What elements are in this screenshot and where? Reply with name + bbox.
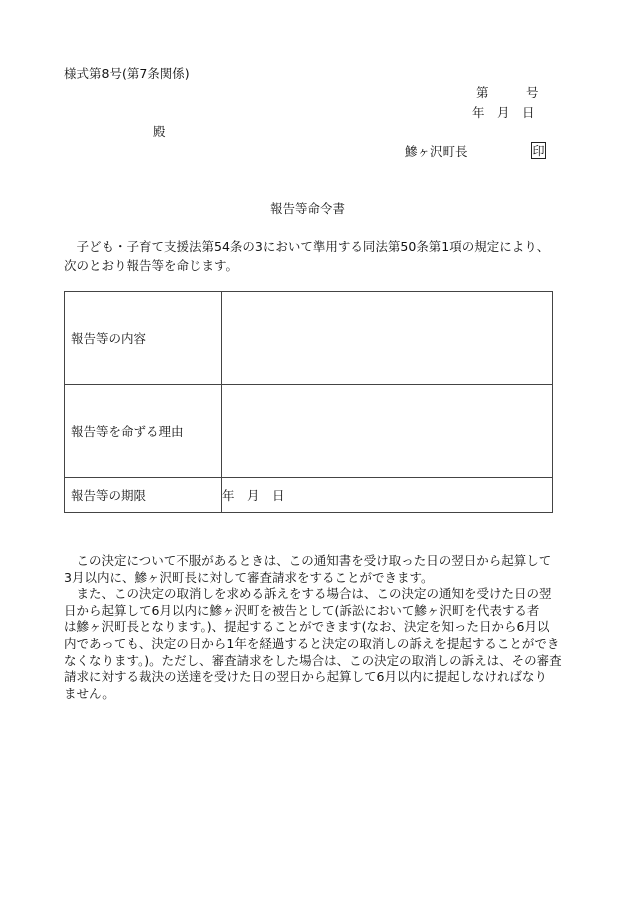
intro-line: 次のとおり報告等を命じます。	[64, 258, 239, 273]
notice-line: ません。	[64, 685, 115, 701]
intro-line: 子ども・子育て支援法第54条の3において準用する同法第50条第1項の規定により、	[64, 239, 550, 254]
notice-line: 3月以内に、鰺ヶ沢町長に対して審査請求をすることができます。	[64, 569, 434, 585]
table-row	[65, 385, 553, 478]
addressee-label: 殿	[153, 124, 166, 139]
notice-line: この決定について不服があるときは、この通知書を受け取った日の翌日から起算して	[64, 553, 552, 568]
row-label-deadline: 報告等の期限	[65, 478, 222, 513]
notice-line: また、この決定の取消しを求める訴えをする場合は、この決定の通知を受けた日の翌	[64, 586, 552, 602]
row-value-reason	[222, 385, 553, 478]
table-row	[65, 292, 553, 385]
row-label-reason: 報告等を命ずる理由	[65, 385, 222, 478]
notice-line: 請求に対する裁決の送達を受けた日の翌日から起算して6月以内に提起しなければなり	[64, 669, 547, 685]
issue-date-label: 年 月 日	[472, 105, 535, 120]
document-title: 報告等命令書	[270, 201, 346, 216]
issuer-label: 鰺ヶ沢町長	[405, 144, 468, 159]
table-row	[65, 478, 553, 513]
appeal-notice	[64, 553, 564, 702]
seal-mark: 印	[532, 143, 545, 158]
form-number: 様式第8号(第7条関係)	[64, 66, 190, 81]
row-label-content: 報告等の内容	[65, 292, 222, 385]
row-value-content	[222, 292, 553, 385]
notice-line: なくなります。)。ただし、審査請求をした場合は、この決定の取消しの訴えは、その審査	[64, 652, 562, 668]
notice-line: 内であっても、決定の日から1年を経過すると決定の取消しの訴えを提起することができ	[64, 635, 560, 651]
report-table	[64, 291, 553, 513]
document-number-label: 第 号	[476, 85, 539, 100]
notice-line: 日から起算して6月以内に鰺ヶ沢町を被告として(訴訟において鰺ヶ沢町を代表する者	[64, 602, 540, 618]
notice-line: は鰺ヶ沢町長となります。)、提起することができます(なお、決定を知った日から6月以	[64, 619, 550, 635]
row-value-deadline: 年 月 日	[222, 478, 553, 513]
intro-paragraph	[64, 237, 564, 275]
